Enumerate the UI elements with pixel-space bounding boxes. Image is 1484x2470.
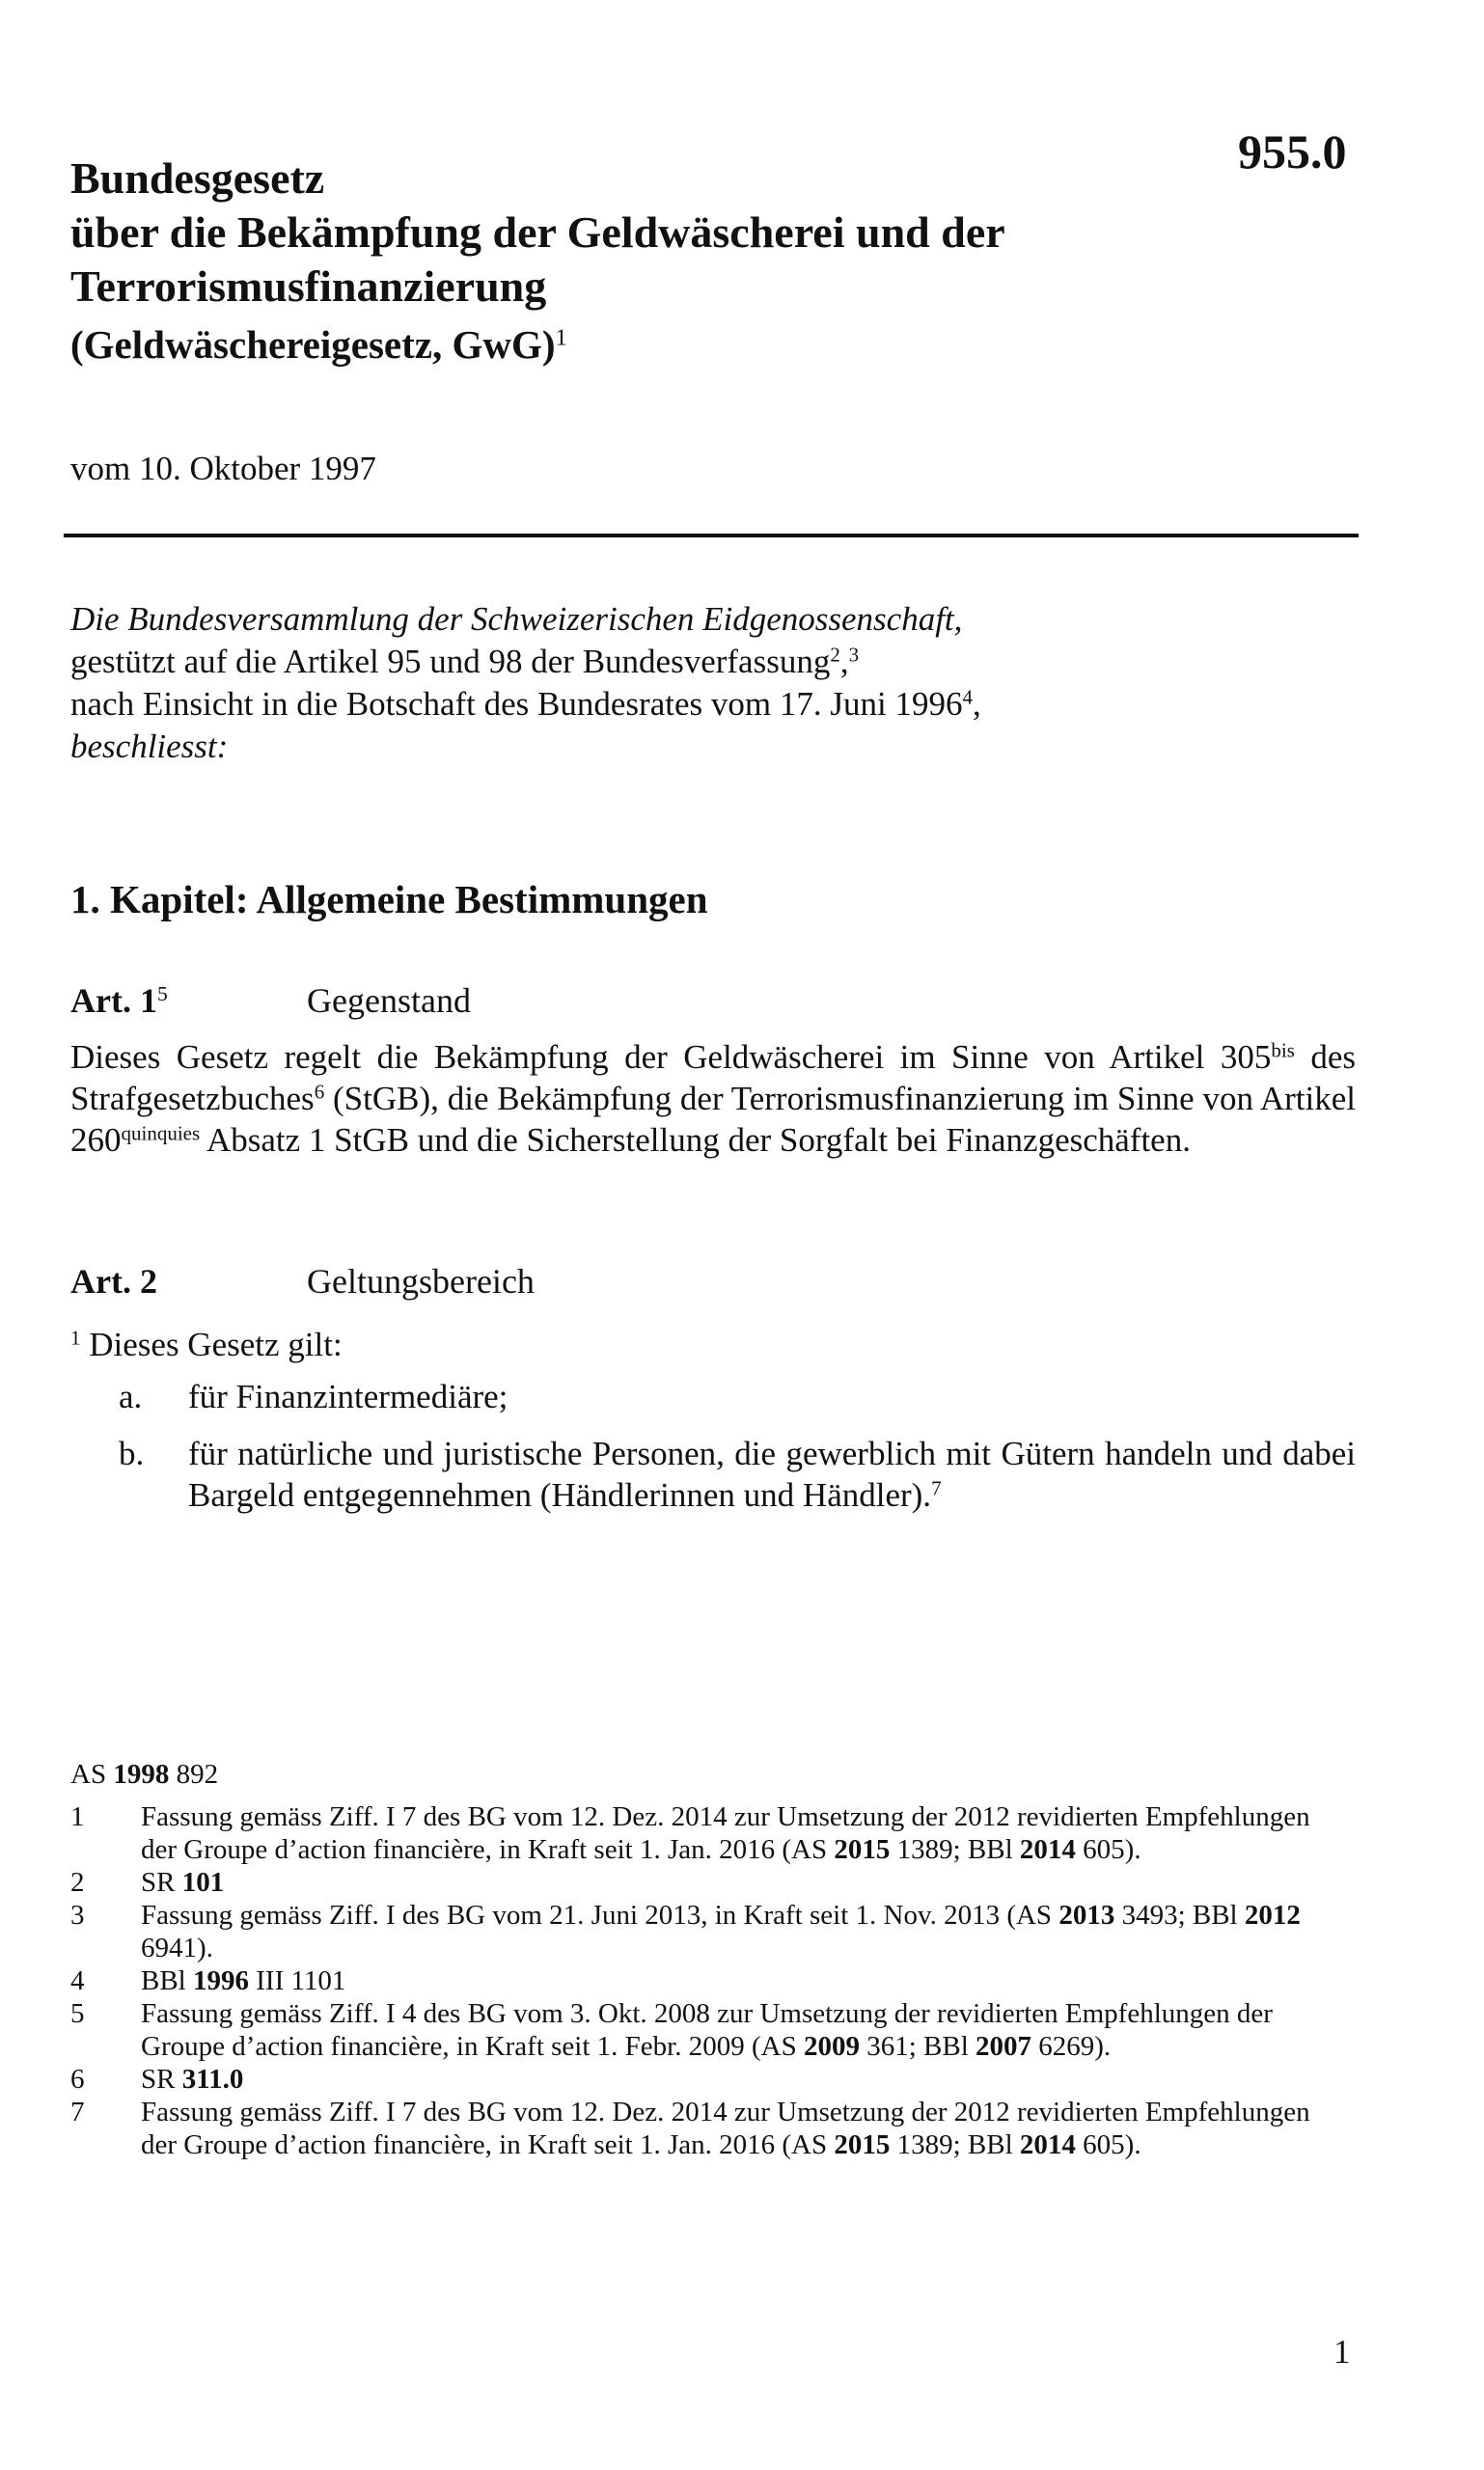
footnote-text-part: 3493; BBl (1114, 1900, 1245, 1931)
footnote-bold-ref: 2013 (1058, 1900, 1115, 1931)
footnote-bold-ref: 2012 (1244, 1900, 1301, 1931)
preamble-message-text: nach Einsicht in die Botschaft des Bundesrates vom 17. Juni 1996 (70, 685, 963, 723)
preamble-message (70, 683, 1344, 726)
article-1-text (70, 1036, 1356, 1161)
enactment-date: vom 10. Oktober 1997 (70, 450, 376, 487)
list-item-letter: b. (119, 1435, 145, 1472)
as-page: 892 (169, 1759, 219, 1790)
article-1-heading (70, 980, 471, 1021)
as-year: 1998 (113, 1759, 170, 1790)
footnotes (70, 1758, 1344, 2161)
footnote-item (70, 1800, 1344, 1866)
article-1-label (70, 980, 307, 1021)
article-2-list (70, 1376, 1356, 1531)
footnote-text-part: 1389; BBl (890, 2129, 1020, 2160)
footnote-text (141, 2063, 1344, 2096)
article-1-text-c: (StGB), die Bekämpfung der Terrorismusfinanzierung im Sinne von Artikel 260 (70, 1080, 1356, 1159)
article-1-label-text: Art. 1 (70, 981, 157, 1020)
list-item-text: für Finanzintermediäre; (188, 1378, 508, 1415)
list-item (70, 1376, 1356, 1417)
list-item-text: für natürliche und juristische Personen, die gewerblich mit Gütern handeln und dabei Bargeld entgegennehmen (Händlerinnen und Händler). (188, 1435, 1356, 1514)
footnote-bold-ref: 101 (181, 1867, 225, 1898)
official-compilation-ref (70, 1758, 1344, 1791)
footnote-text-part: III 1101 (249, 1965, 346, 1996)
footnote-text (141, 1866, 1344, 1899)
footnote-text-part: Fassung gemäss Ziff. I 7 des BG vom 12. Dez. 2014 zur Umsetzung der 2012 revidierten Empfehlungen der Groupe d’action financière, in Kraft seit 1. Jan. 2016 (AS (141, 1801, 1310, 1865)
article-1-sup-bis: bis (1271, 1038, 1295, 1062)
footnote-ref-3[interactable]: 3 (848, 643, 860, 667)
preamble-authority: Die Bundesversammlung der Schweizerischen Eidgenossenschaft, (70, 600, 963, 638)
footnote-item (70, 1866, 1344, 1899)
article-1-text-d: Absatz 1 StGB und die Sicherstellung der Sorgfalt bei Finanzgeschäften. (200, 1121, 1191, 1159)
footnote-bold-ref: 2014 (1019, 1834, 1076, 1865)
article-2-paragraph-1 (70, 1326, 343, 1364)
short-title-text: (Geldwäschereigesetz, GwG) (70, 322, 556, 367)
list-item-letter: a. (119, 1378, 143, 1415)
footnote-bold-ref: 311.0 (181, 2064, 244, 2095)
list-item (70, 1433, 1356, 1516)
paragraph-number: 1 (70, 1326, 81, 1350)
footnote-text-part: BBl (141, 1965, 193, 1996)
footnote-bold-ref: 2014 (1019, 2129, 1076, 2160)
footnote-text-part: 605). (1075, 1834, 1141, 1865)
footnote-text (141, 1800, 1344, 1866)
footnote-text-part: 6941). (141, 1933, 213, 1963)
footnote-number: 2 (70, 1867, 85, 1898)
title-line-1: Bundesgesetz (70, 153, 325, 203)
footnote-list (70, 1800, 1344, 2161)
list-item-body (188, 1433, 1356, 1516)
footnote-number: 5 (70, 1998, 85, 2029)
footnote-ref-1[interactable]: 1 (555, 324, 567, 351)
footnote-ref-7[interactable]: 7 (931, 1476, 942, 1500)
footnote-text-part: Fassung gemäss Ziff. I 7 des BG vom 12. Dez. 2014 zur Umsetzung der 2012 revidierten Empfehlungen der Groupe d’action financière, in Kraft seit 1. Jan. 2016 (AS (141, 2097, 1310, 2160)
footnote-ref-4[interactable]: 4 (962, 685, 973, 709)
footnote-number: 1 (70, 1801, 85, 1832)
footnote-item (70, 2096, 1344, 2161)
footnote-text-part: SR (141, 1867, 182, 1898)
article-1-text-a: Dieses Gesetz regelt die Bekämpfung der Geldwäscherei im Sinne von Artikel 305 (70, 1038, 1272, 1076)
footnote-text (141, 1899, 1344, 1964)
preamble (70, 598, 1344, 768)
footnote-bold-ref: 2009 (803, 2031, 860, 2062)
footnote-item (70, 1899, 1344, 1964)
header-rule (64, 534, 1359, 537)
footnote-text (141, 1997, 1344, 2063)
footnote-text-part: Fassung gemäss Ziff. I 4 des BG vom 3. Okt. 2008 zur Umsetzung der revidierten Empfehlungen der Groupe d’action financière, in Kraft seit 1. Febr. 2009 (AS (141, 1998, 1273, 2062)
preamble-basis-text: gestützt auf die Artikel 95 und 98 der Bundesverfassung (70, 643, 831, 680)
article-2-label: Art. 2 (70, 1262, 157, 1301)
article-1-sup-quinquies: quinquies (121, 1121, 201, 1145)
footnote-text (141, 1964, 1344, 1997)
article-1-text-b: des Strafgesetzbuches (70, 1038, 1357, 1117)
document-title (70, 151, 1228, 371)
preamble-basis-sep: , (839, 643, 849, 680)
footnote-bold-ref: 2015 (834, 1834, 891, 1865)
footnote-item (70, 2063, 1344, 2096)
footnote-number: 3 (70, 1900, 85, 1931)
preamble-message-end: , (972, 685, 981, 723)
article-2-title: Geltungsbereich (307, 1262, 535, 1301)
footnote-ref-5[interactable]: 5 (156, 982, 168, 1006)
article-1-title: Gegenstand (307, 981, 471, 1020)
footnote-text (141, 2096, 1344, 2161)
paragraph-text: Dieses Gesetz gilt: (89, 1326, 343, 1363)
footnote-bold-ref: 2015 (834, 2129, 891, 2160)
article-2-heading (70, 1261, 535, 1302)
footnote-bold-ref: 2007 (976, 2031, 1032, 2062)
footnote-text-part: 361; BBl (859, 2031, 976, 2062)
title-line-3: Terrorismusfinanzierung (70, 261, 547, 311)
chapter-heading: 1. Kapitel: Allgemeine Bestimmungen (70, 877, 708, 921)
preamble-resolves: beschliesst: (70, 727, 229, 765)
footnote-ref-6[interactable]: 6 (314, 1080, 325, 1104)
footnote-number: 7 (70, 2097, 85, 2127)
footnote-item (70, 1964, 1344, 1997)
short-title (70, 317, 1228, 371)
footnote-number: 6 (70, 2064, 85, 2095)
footnote-ref-2[interactable]: 2 (830, 643, 840, 667)
footnote-text-part: 1389; BBl (890, 1834, 1020, 1865)
sr-number: 955.0 (1238, 124, 1347, 178)
footnote-text-part: 605). (1075, 2129, 1141, 2160)
page-number: 1 (1333, 2333, 1351, 2371)
preamble-basis (70, 641, 1344, 683)
footnote-number: 4 (70, 1965, 85, 1996)
title-line-2: über die Bekämpfung der Geldwäscherei und der (70, 207, 1005, 257)
footnote-text-part: Fassung gemäss Ziff. I des BG vom 21. Juni 2013, in Kraft seit 1. Nov. 2013 (AS (141, 1900, 1059, 1931)
footnote-text-part: SR (141, 2064, 182, 2095)
footnote-text-part: 6269). (1031, 2031, 1112, 2062)
footnote-item (70, 1997, 1344, 2063)
as-prefix: AS (70, 1759, 114, 1790)
footnote-bold-ref: 1996 (193, 1965, 249, 1996)
